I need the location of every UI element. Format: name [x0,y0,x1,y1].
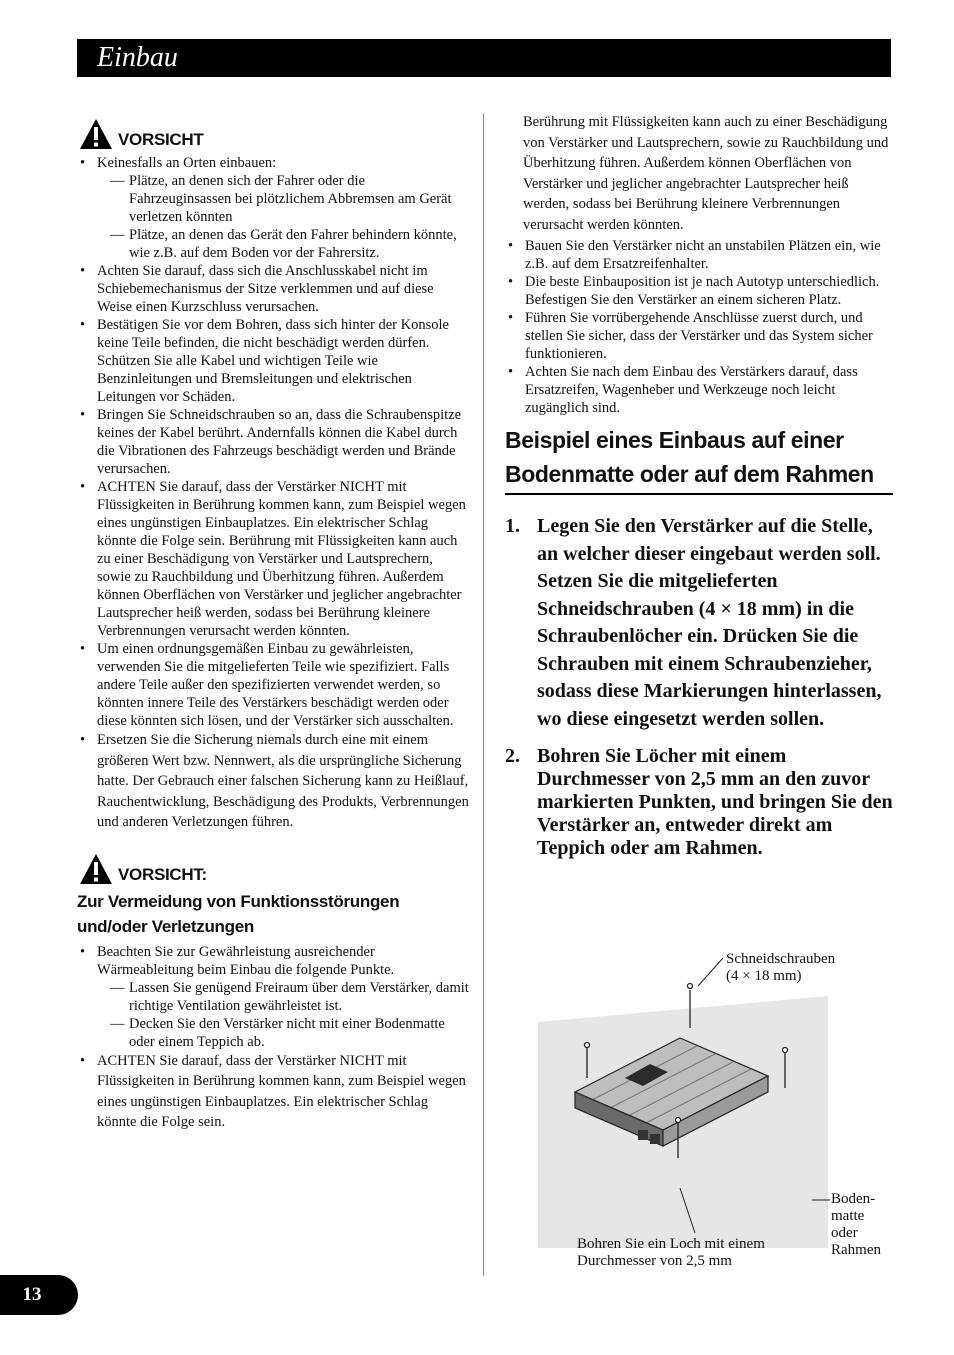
step-number: 1. [505,515,520,537]
column-divider [483,113,484,1276]
page-number: 13 [0,1275,78,1315]
list-item-text: Beachten Sie zur Gewährleistung ausreichender Wärmeableitung beim Einbau die folgende Punkte. [97,943,395,978]
warning-title: VORSICHT [118,130,204,149]
caution-list-1 [77,154,469,833]
step-2 [505,745,893,860]
caution-list-2 [77,943,469,1133]
step-text: Legen Sie den Verstärker auf die Stelle, an welcher dieser eingebaut werden soll. Setzen Sie die mitgelieferten Schneidschrauben (4 × 18 mm) in die Schraubenlöcher ein. Drücken Sie die Schrauben mit einem Schraubenzieher, sodass diese Markierungen hinterlassen, wo diese eingesetzt werden sollen. [537,515,882,730]
label-line: (4 × 18 mm) [726,968,802,984]
list-item: • Um einen ordnungsgemäßen Einbau zu gewährleisten, verwenden Sie die mitgelieferten Teile wie spezifiziert. Falls andere Teile außer den spezifizierten verwendet werden, so könnten innere Teile des Verstärkers beschädigt werden oder diese könnten sich lösen, und der Verstärker sich ausschalten. [77,640,469,730]
label-line: oder [831,1225,858,1241]
caution-list-3 [505,237,893,417]
screws-label [726,951,835,985]
warning-title: VORSICHT: [118,864,207,884]
dash-item: — Plätze, an denen das Gerät den Fahrer behindern könnte, wie z.B. auf dem Boden vor der Fahrersitz. [97,226,469,262]
list-item: • Bringen Sie Schneidschrauben so an, dass die Schraubenspitze keines der Kabel berührt. Andernfalls können die Kabel durch die Vibrationen des Fahrzeugs beschädigt werden und Brände verursachen. [77,406,469,478]
continued-paragraph: Berührung mit Flüssigkeiten kann auch zu einer Beschädigung von Verstärker und Lautsprechern, sowie zu Rauchbildung und Überhitzung führen. Außerdem können Oberflächen von Verstärker und jeglicher angebrachter Lautsprecher heiß werden, sodass bei Berührung kleinere Verbrennungen verursacht werden könnten. [523,114,889,233]
list-item: • ACHTEN Sie darauf, dass der Verstärker NICHT mit Flüssigkeiten in Berührung kommen kann, zum Beispiel wegen eines ungünstigen Einbauplatzes. Ein elektrischer Schlag könnte die Folge sein. Berührung mit Flüssigkeiten kann auch zu einer Beschädigung von Verstärker und Lautsprechern, sowie zu Rauchbildung und Überhitzung führen. Außerdem können Oberflächen von Verstärker und jeglicher angebrachter Lautsprecher heiß werden, sodass bei Berührung kleinere Verbrennungen verursacht werden könnten. [77,478,469,640]
dash-item: — Lassen Sie genügend Freiraum über dem Verstärker, damit richtige Ventilation gewährleistet ist. [97,979,469,1015]
section-heading: Beispiel eines Einbaus auf einer Bodenmatte oder auf dem Rahmen [505,423,893,495]
list-item: • Die beste Einbauposition ist je nach Autotyp unterschiedlich. Befestigen Sie den Verstärker an einem sicheren Platz. [505,273,893,309]
list-item: • Ersetzen Sie die Sicherung niemals durch eine mit einem größeren Wert bzw. Nennwert, als die ursprüngliche Sicherung hatte. Der Gebrauch einer falschen Sicherung kann zu Heißlauf, Rauchentwicklung, Beschädigung des Produkts, Verbrennungen und anderen Verletzungen führen. [77,730,469,833]
drill-label [577,1236,765,1270]
mat-label [831,1191,881,1259]
page-title: Einbau [97,42,178,73]
dash-list [97,172,469,262]
steps-list [505,513,893,860]
warning-heading-2 [79,853,469,885]
list-item: • ACHTEN Sie darauf, dass der Verstärker NICHT mit Flüssigkeiten in Berührung kommen kann, zum Beispiel wegen eines ungünstigen Einbauplatzes. Ein elektrischer Schlag könnte die Folge sein. [77,1051,469,1133]
list-item: • Achten Sie darauf, dass sich die Anschlusskabel nicht im Schiebemechanismus der Sitze verklemmen und auf diese Weise einen Kurzschluss verursachen. [77,262,469,316]
label-line: Durchmesser von 2,5 mm [577,1253,732,1269]
list-item-text: Keinesfalls an Orten einbauen: [97,155,277,171]
label-line: matte [831,1208,865,1224]
installation-figure [530,948,900,1278]
left-column [77,118,469,1133]
label-line: Boden- [831,1191,876,1207]
right-column [505,112,893,872]
step-text: Bohren Sie Löcher mit einem Durchmesser von 2,5 mm an den zuvor markierten Punkten, und bringen Sie den Verstärker an, entweder direkt am Teppich oder am Rahmen. [537,745,893,859]
label-line: Schneidschrauben [726,951,836,967]
step-1 [505,513,893,733]
label-line: Bohren Sie ein Loch mit einem [577,1236,765,1252]
dash-item: — Decken Sie den Verstärker nicht mit einer Bodenmatte oder einem Teppich ab. [97,1015,469,1051]
warning-triangle-icon [79,853,113,885]
warning-heading-1 [79,118,469,150]
dash-item: — Plätze, an denen sich der Fahrer oder die Fahrzeuginsassen bei plötzlichem Abbremsen am Gerät verletzen könnten [97,172,469,226]
list-item: • Achten Sie nach dem Einbau des Verstärkers darauf, dass Ersatzreifen, Wagenheber und Werkzeuge noch leicht zugänglich sind. [505,363,893,417]
list-item: • Bestätigen Sie vor dem Bohren, dass sich hinter der Konsole keine Teile befinden, die nicht beschädigt werden dürfen. Schützen Sie alle Kabel und wichtigen Teile wie Benzinleitungen und Bremsleitungen und elektrischen Leitungen vor Schäden. [77,316,469,406]
step-number: 2. [505,745,520,767]
list-item: • Führen Sie vorrübergehende Anschlüsse zuerst durch, und stellen Sie sicher, dass der Verstärker und das System sicher funktionieren. [505,309,893,363]
list-item: • Bauen Sie den Verstärker nicht an unstabilen Plätzen ein, wie z.B. auf dem Ersatzreifenhalter. [505,237,893,273]
dash-list [97,979,469,1051]
list-item [77,943,469,1051]
subheading: Zur Vermeidung von Funktionsstörungen und/oder Verletzungen [77,891,400,936]
list-item [77,154,469,262]
header-bar [77,39,891,77]
label-line: Rahmen [831,1242,881,1258]
warning-triangle-icon [79,118,113,150]
